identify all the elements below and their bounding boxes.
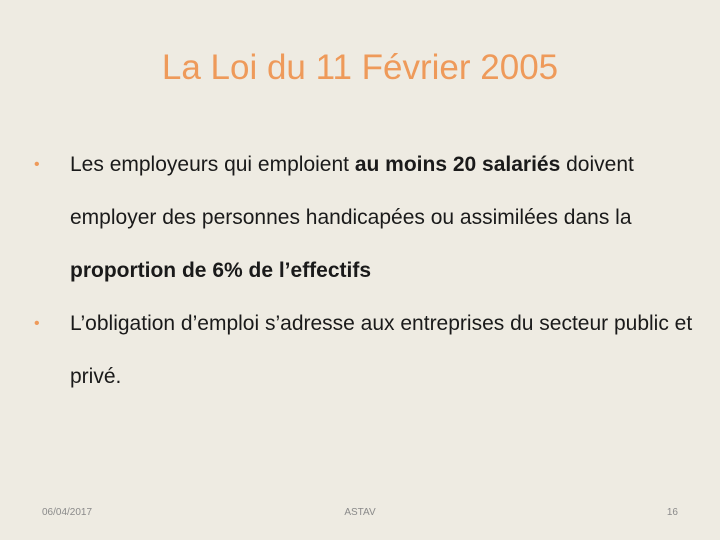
- footer-page-number: 16: [666, 507, 678, 518]
- footer-organization: ASTAV: [344, 507, 376, 518]
- bullet-text-bold-segment: au moins 20 salariés: [354, 153, 561, 176]
- bullet-item-1: [34, 138, 694, 297]
- bullet-text-bold-segment: proportion de 6% de l’effectifs: [70, 259, 372, 282]
- bullet-text-segment: Les employeurs qui emploient: [70, 153, 355, 176]
- bullet-marker: •: [34, 315, 40, 332]
- footer-date: 06/04/2017: [42, 507, 93, 518]
- slide-title: La Loi du 11 Février 2005: [161, 48, 559, 87]
- bullet-item-2: [34, 297, 694, 403]
- bullet-list: [34, 138, 694, 403]
- bullet-text-segment: doivent employer des personnes handicapées ou assimilées dans la: [70, 153, 634, 229]
- bullet-text-segment: L’obligation d’emploi s’adresse aux entreprises du secteur public et privé.: [70, 312, 693, 388]
- bullet-marker: •: [34, 156, 40, 173]
